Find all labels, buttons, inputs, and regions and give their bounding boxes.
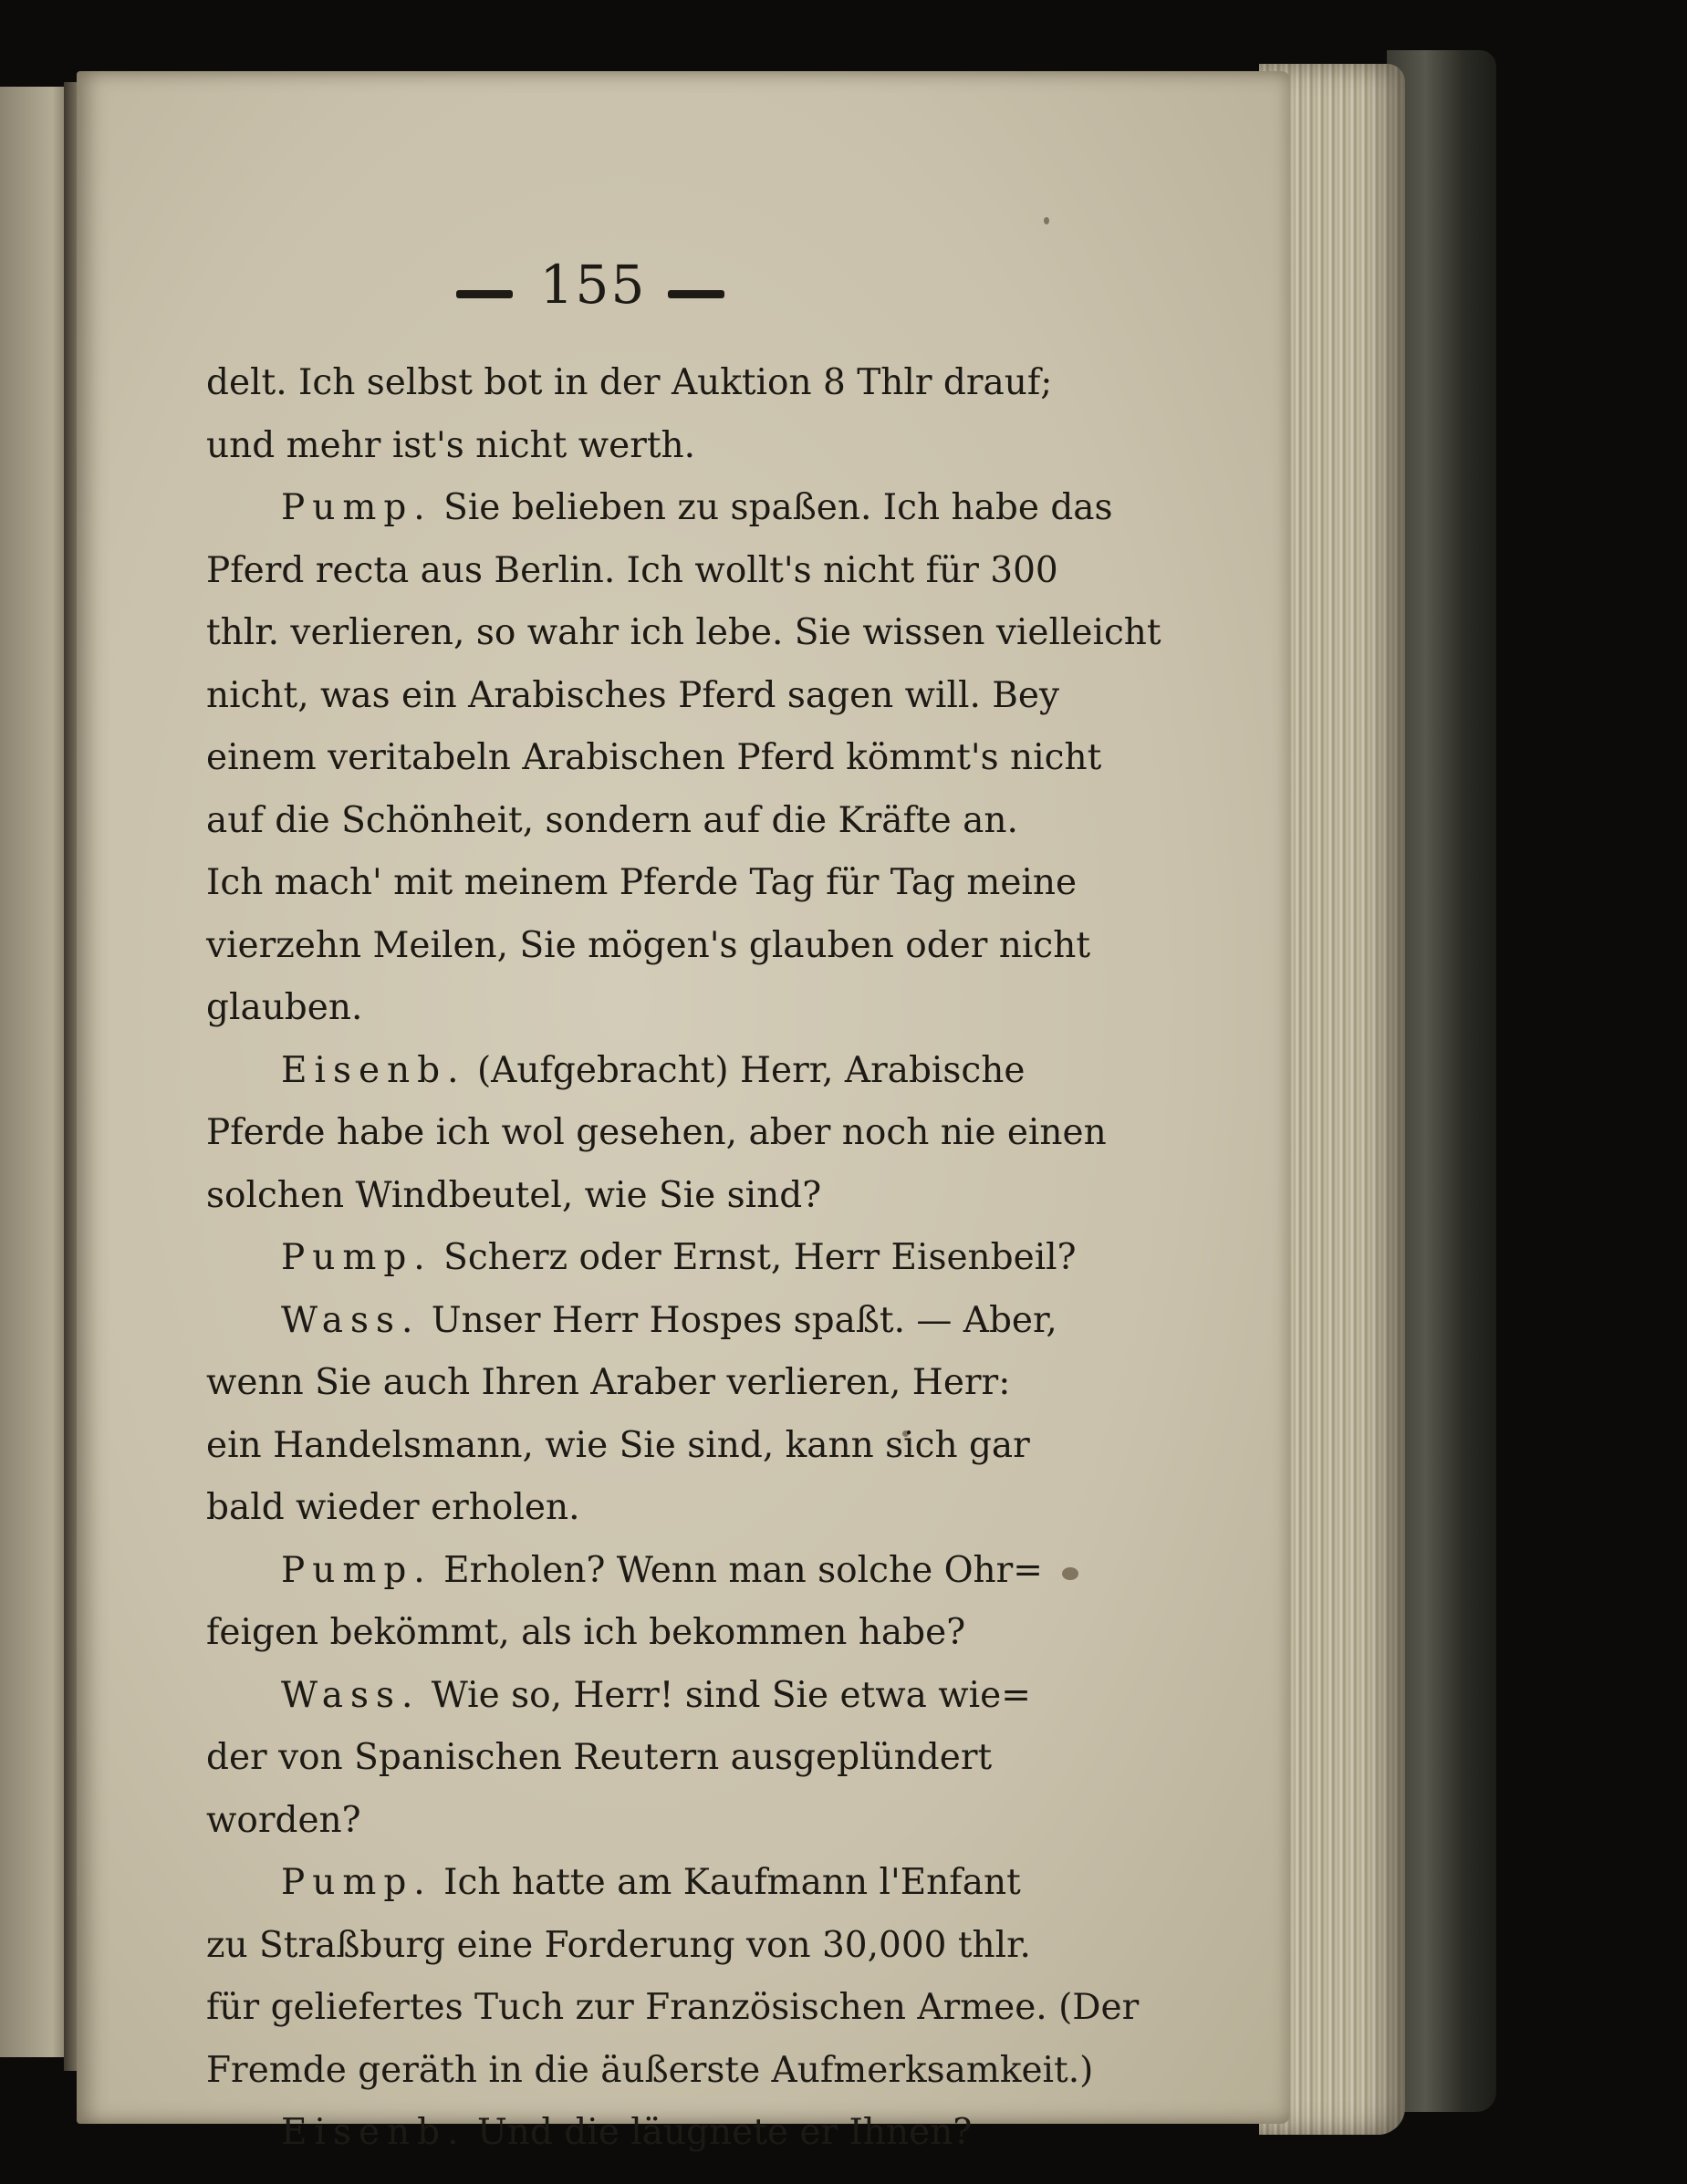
line-text: zu Straßburg eine Forderung von 30,000 thlr. (206, 1924, 1031, 1966)
line-text: Pferd recta aus Berlin. Ich wollt's nicht für 300 (206, 549, 1058, 591)
dialogue-line (206, 1040, 1026, 1103)
speaker-name: Wass. (281, 1674, 421, 1716)
text-line (206, 415, 991, 478)
dialogue-line (206, 1852, 1021, 1915)
header-dash-right (668, 290, 724, 298)
line-text: Fremde geräth in die äußerste Aufmerksamkeit.) (206, 2049, 1094, 2091)
text-line (206, 352, 1053, 415)
text-line (206, 1790, 991, 1853)
line-text: für geliefertes Tuch zur Französischen Armee. (Der (206, 1987, 1140, 2028)
text-line (206, 2040, 1094, 2103)
line-text: Ich hatte am Kaufmann l'Enfant (443, 1862, 1021, 1903)
speaker-name: Eisenb. (281, 1049, 466, 1091)
line-text: Unser Herr Hospes spaßt. — Aber, (431, 1299, 1057, 1341)
line-text: Scherz oder Ernst, Herr Eisenbeil? (443, 1237, 1077, 1278)
text-line (206, 1915, 1031, 1978)
dialogue-line (206, 2102, 991, 2165)
page-number: 155 (539, 254, 647, 316)
line-text: feigen bekömmt, als ich bekommen habe? (206, 1612, 966, 1653)
line-text: und mehr ist's nicht werth. (206, 424, 696, 466)
paper-stain (1062, 1567, 1078, 1580)
text-line (206, 915, 1091, 978)
text-line (206, 727, 1102, 790)
paper-stain (1044, 217, 1049, 224)
dialogue-line (206, 1290, 1057, 1353)
speaker-name: Pump. (281, 1862, 432, 1903)
line-text: der von Spanischen Reutern ausgeplündert (206, 1737, 993, 1778)
dialogue-line (206, 1540, 1043, 1603)
page-text (206, 352, 1161, 2165)
line-text: wenn Sie auch Ihren Araber verlieren, Herr: (206, 1362, 1011, 1403)
line-text: delt. Ich selbst bot in der Auktion 8 Thlr drauf; (206, 362, 1053, 403)
text-line (206, 1977, 1140, 2040)
dialogue-line (206, 477, 1113, 540)
text-line (206, 1602, 991, 1665)
text-line (206, 1165, 991, 1228)
text-line (206, 602, 1161, 665)
line-text: einem veritabeln Arabischen Pferd kömmt's nicht (206, 737, 1102, 778)
text-line (206, 665, 1060, 728)
speaker-name: Eisenb. (281, 2112, 466, 2153)
dialogue-line (206, 1665, 1031, 1728)
speaker-name: Pump. (281, 1549, 432, 1591)
text-line (206, 852, 1078, 915)
dialogue-line (206, 1227, 1077, 1290)
text-line (206, 1477, 991, 1540)
line-text: thlr. verlieren, so wahr ich lebe. Sie wissen vielleicht (206, 612, 1161, 653)
speaker-name: Pump. (281, 487, 432, 528)
line-text: auf die Schönheit, sondern auf die Kräfte an. (206, 799, 1018, 841)
text-line (206, 790, 1018, 853)
line-text: (Aufgebracht) Herr, Arabische (476, 1049, 1026, 1091)
speaker-name: Pump. (281, 1237, 432, 1278)
line-text: ein Handelsmann, wie Sie sind, kann sich gar (206, 1424, 1030, 1466)
line-text: Erholen? Wenn man solche Ohr= (443, 1549, 1043, 1591)
text-line (206, 1727, 991, 1790)
line-text: Sie belieben zu spaßen. Ich habe das (443, 487, 1113, 528)
text-line (206, 1352, 1011, 1415)
text-line (206, 540, 1058, 603)
header-dash-left (456, 290, 513, 298)
speaker-name: Wass. (281, 1299, 421, 1341)
line-text: Ich mach' mit meinem Pferde Tag für Tag meine (206, 862, 1078, 903)
line-text: bald wieder erholen. (206, 1487, 580, 1528)
line-text: Wie so, Herr! sind Sie etwa wie= (431, 1674, 1031, 1716)
line-text: Und die läugnete er Ihnen? (476, 2112, 973, 2153)
text-line (206, 1415, 1030, 1478)
line-text: nicht, was ein Arabisches Pferd sagen will. Bey (206, 674, 1060, 716)
line-text: solchen Windbeutel, wie Sie sind? (206, 1174, 822, 1216)
text-line (206, 977, 991, 1040)
text-line (206, 1102, 1107, 1165)
line-text: glauben. (206, 987, 363, 1028)
line-text: worden? (206, 1799, 361, 1841)
line-text: Pferde habe ich wol gesehen, aber noch nie einen (206, 1112, 1107, 1153)
line-text: vierzehn Meilen, Sie mögen's glauben oder nicht (206, 924, 1091, 966)
page-header (456, 254, 730, 327)
